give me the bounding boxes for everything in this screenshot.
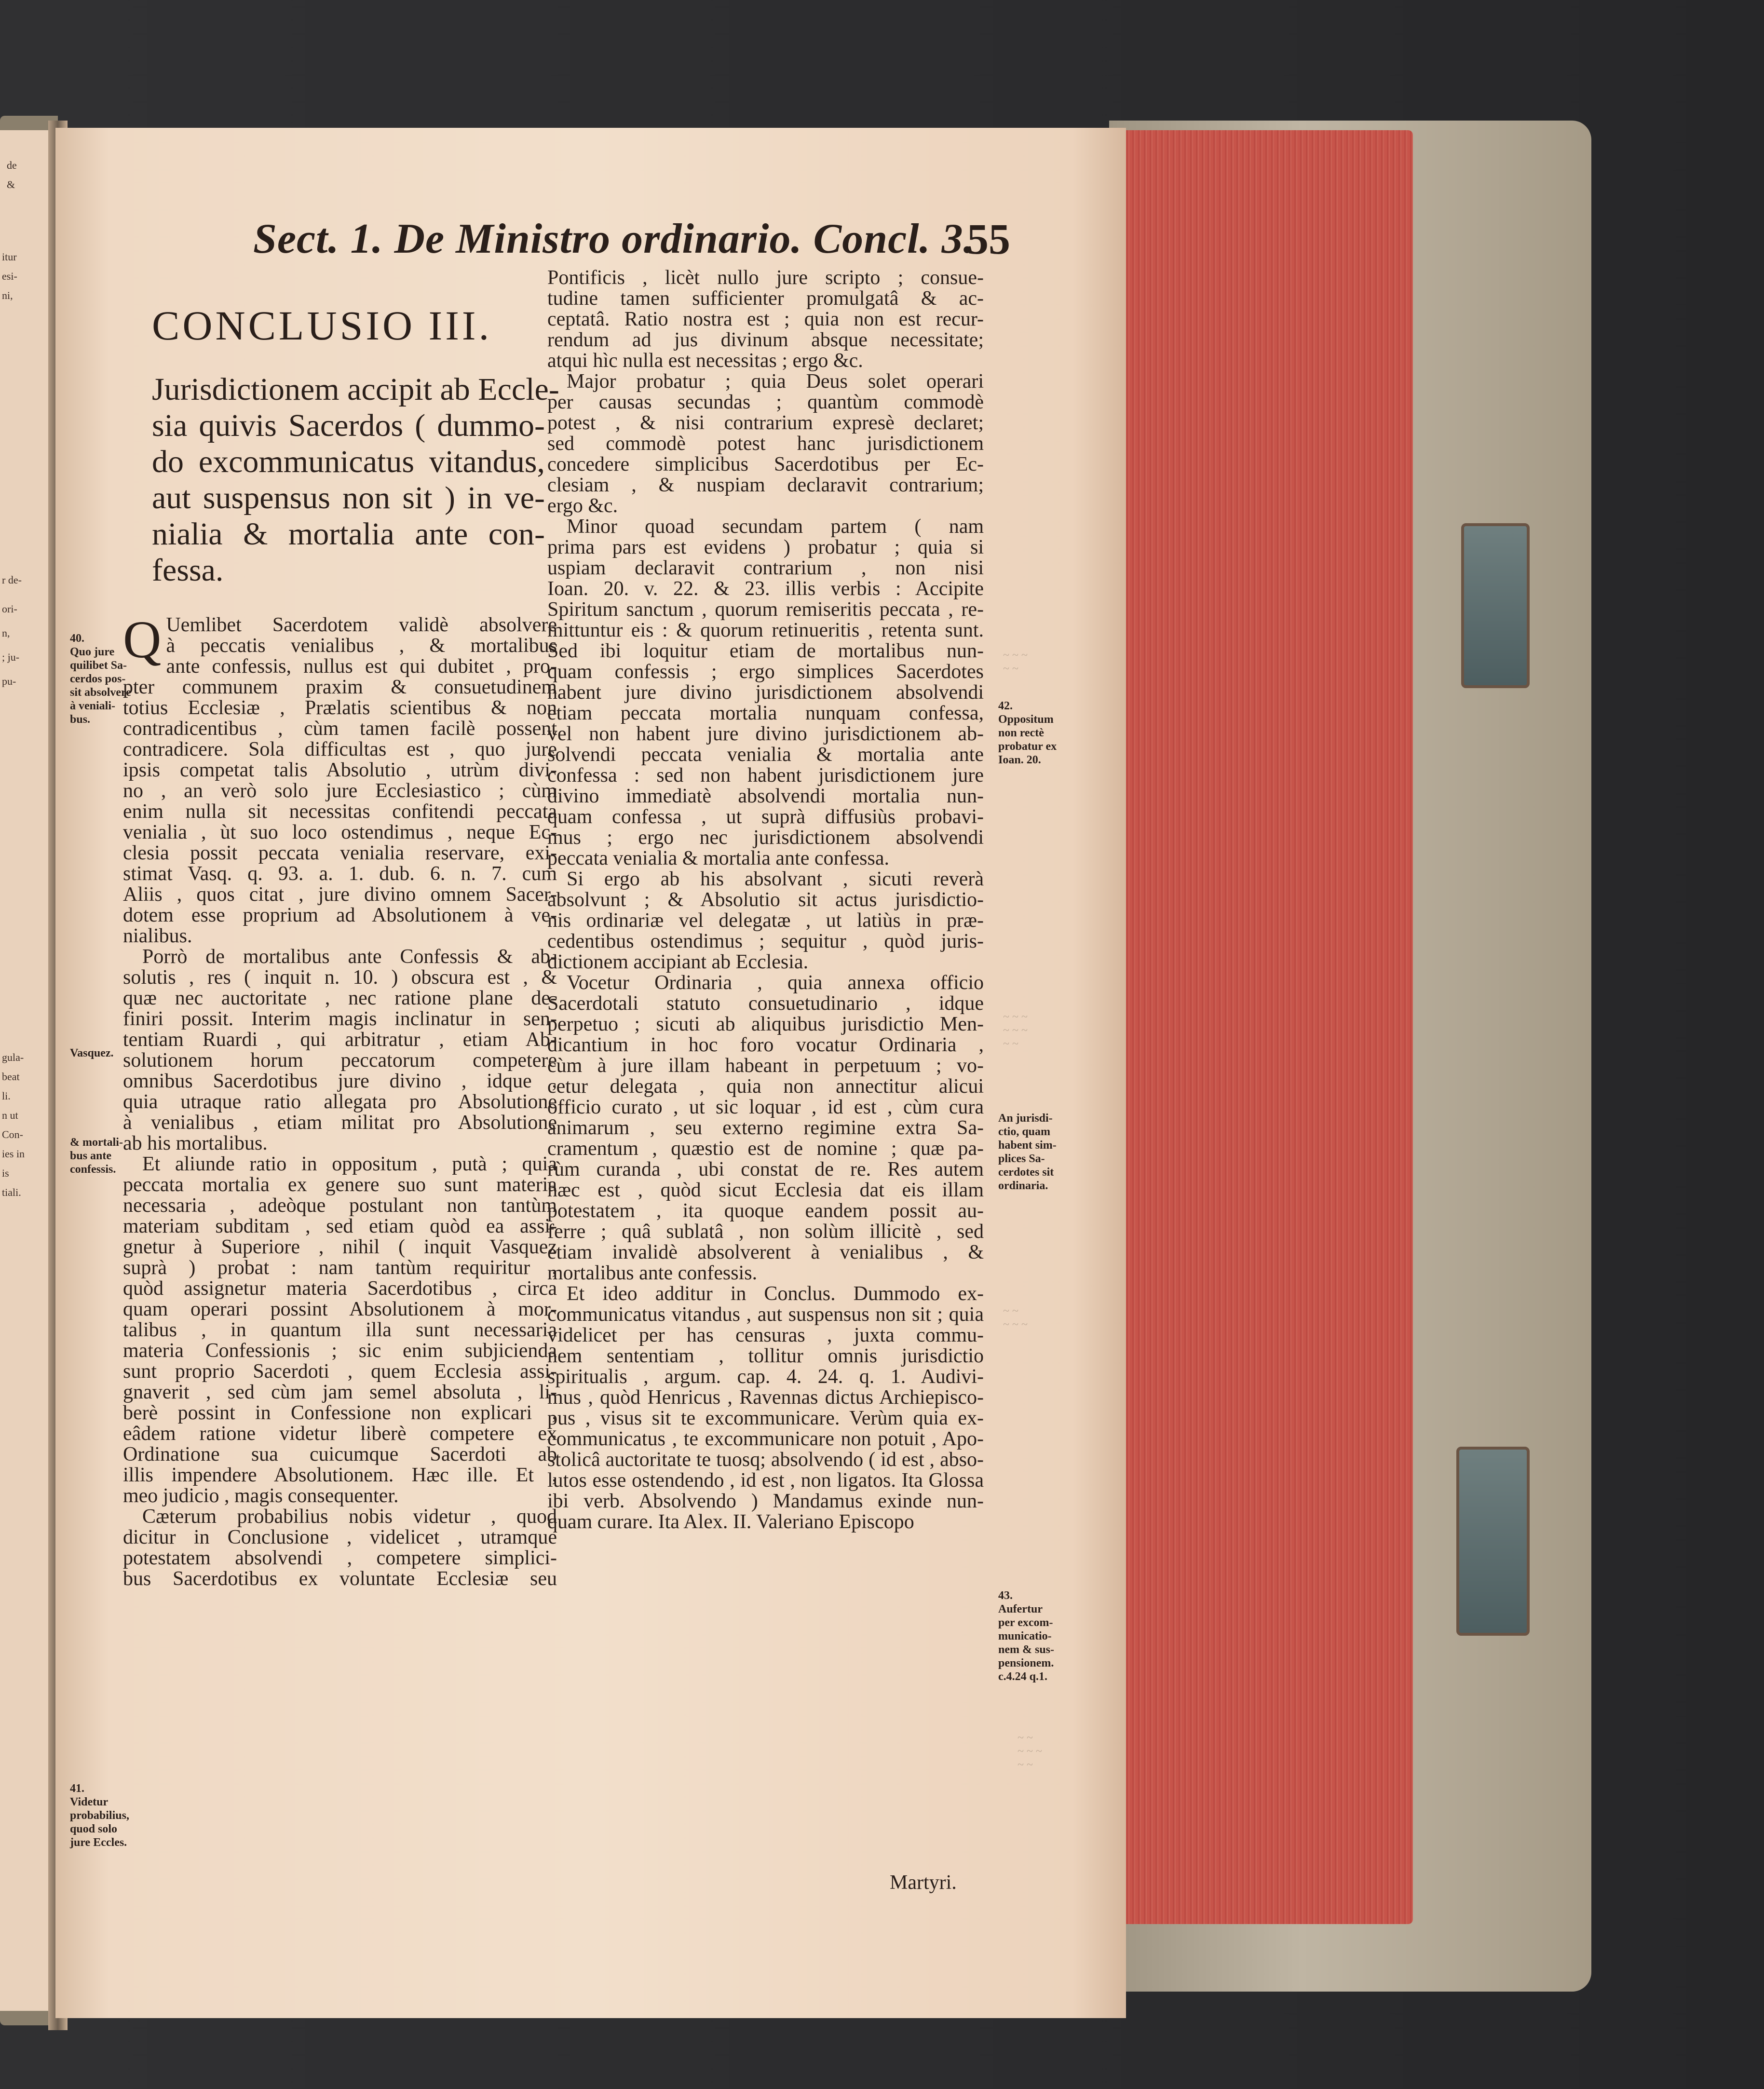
text-line: necessaria , adeòque postulant non tantùm <box>123 1194 557 1217</box>
thesis-line: Jurisdictionem accipit ab Eccle- <box>152 372 559 407</box>
thesis-line: sia quivis Sacerdos ( dummo- <box>152 408 545 443</box>
left-page-strip <box>0 130 53 2011</box>
text-line: dicantium in hoc foro vocatur Ordinaria , <box>547 1034 984 1056</box>
bleed-through-marks-4: ~ ~ ~ ~ ~ ~ ~ <box>1018 1732 1042 1771</box>
text-line: Porrò de mortalibus ante Confessis & ab- <box>142 946 557 968</box>
text-line: pter communem praxim & consuetudinem <box>123 676 557 698</box>
text-line: potestatem , ita quoque eandem possit au- <box>547 1200 984 1222</box>
left-page-fragment: ; ju- <box>2 651 20 663</box>
text-line: etiam invalidè absolverent à venialibus , & <box>547 1241 984 1263</box>
text-line: quam confessa , ut suprà diffusiùs probavi- <box>547 806 984 828</box>
marginal-note-line: probabilius, <box>70 1809 129 1822</box>
text-line: cedentibus ostendimus ; sequitur , quòd juris- <box>547 930 984 952</box>
text-line: contradicentibus , cùm tamen facilè possent <box>123 718 557 740</box>
left-page-fragment: esi- <box>2 270 17 282</box>
text-line: quia utraque ratio allegata pro Absolutione <box>123 1091 557 1113</box>
marginal-note-line: quod solo <box>70 1823 118 1835</box>
text-line: solutis , res ( inquit n. 10. ) obscura est , & <box>123 966 557 989</box>
text-line: quam confessis ; ergo simplices Sacerdotes <box>547 661 984 683</box>
marginal-note-line: An jurisdi- <box>998 1112 1053 1125</box>
text-line: quam curare. Ita Alex. II. Valeriano Episcopo <box>547 1511 914 1533</box>
marginal-note-line: quilibet Sa- <box>70 659 127 672</box>
marginal-note <box>70 1046 133 1060</box>
text-column-left <box>123 610 557 1590</box>
text-line: ergo &c. <box>547 495 618 517</box>
text-line: communicatus vitandus , aut suspensus non sit ; quia <box>547 1303 984 1326</box>
text-line: Ioan. 20. v. 22. & 23. illis verbis : Accipite <box>547 578 984 600</box>
text-line: nem sententiam , tollitur omnis jurisdictio <box>547 1345 984 1367</box>
marginal-note-line: jure Eccles. <box>70 1836 127 1849</box>
text-line: nialibus. <box>123 925 192 947</box>
marginal-note-line: Videtur <box>70 1796 109 1808</box>
text-line: peccata mortalia ex genere suo sunt materia <box>123 1174 557 1196</box>
left-page-fragment: tiali. <box>2 1186 21 1198</box>
marginal-note <box>70 1782 133 1849</box>
text-line: pus , visus sit te excommunicare. Verùm quia ex- <box>547 1407 984 1429</box>
text-line: à peccatis venialibus , & mortalibus <box>166 635 557 657</box>
marginal-note-line: non rectè <box>998 727 1044 739</box>
text-line: tentiam Ruardi , qui arbitratur , etiam Ab- <box>123 1029 557 1051</box>
marginal-note-line: 43. <box>998 1589 1013 1602</box>
text-line: finiri possit. Interim magis inclinatur in sen- <box>123 1008 557 1030</box>
marginal-note <box>998 1112 1114 1193</box>
marginal-note <box>70 1136 133 1176</box>
page-number: 55 <box>967 216 1010 263</box>
text-line: dictionem accipiant ab Ecclesia. <box>547 951 809 973</box>
text-line: habent jure divino jurisdictionem absolvendi <box>547 681 984 704</box>
text-line: Ordinatione sua cuicumque Sacerdoti ab <box>123 1443 557 1465</box>
marginal-note <box>70 632 133 726</box>
marginal-note-line: plices Sa- <box>998 1153 1045 1165</box>
text-line: atqui hìc nulla est necessitas ; ergo &c. <box>547 350 863 372</box>
marginal-note-line: ordinaria. <box>998 1180 1048 1192</box>
text-line: no , an verò solo jure Ecclesiastico ; cùm <box>123 780 557 802</box>
text-line: Uemlibet Sacerdotem validè absolvere <box>166 614 557 636</box>
text-line: Aliis , quos citat , jure divino omnem Sacer- <box>123 883 557 906</box>
left-page-fragment: li. <box>2 1090 11 1102</box>
text-line: absolvunt ; & Absolutio sit actus jurisdictio- <box>547 889 984 911</box>
text-line: à venialibus , etiam militat pro Absolutione <box>123 1112 557 1134</box>
lower-clasp <box>1456 1447 1530 1636</box>
text-line: gnaverit , sed cùm jam semel absoluta , li- <box>123 1381 557 1403</box>
left-page-fragment: & <box>7 178 15 190</box>
marginal-note-line: pensionem. <box>998 1657 1054 1669</box>
text-line: ipsis competat talis Absolutio , utrùm divi- <box>123 759 557 781</box>
text-line: ceptatâ. Ratio nostra est ; quia non est recur- <box>547 308 984 330</box>
text-line: illis impendere Absolutionem. Hæc ille. Et , <box>123 1464 557 1486</box>
text-line: tudine tamen sufficienter promulgatâ & ac- <box>547 287 984 310</box>
upper-clasp <box>1461 523 1530 688</box>
page-header <box>195 215 1015 272</box>
text-line: confessa : sed non habent jurisdictionem jure <box>547 764 984 787</box>
text-line: ante confessis, nullus est qui dubitet , pro- <box>166 655 557 678</box>
text-line: solvendi peccata venialia & mortalia ante <box>547 744 984 766</box>
text-line: materiam subditam , sed etiam quòd ea assi- <box>123 1215 557 1237</box>
marginal-note <box>998 1589 1114 1683</box>
text-line: stimat Vasq. q. 93. a. 1. dub. 6. n. 7. cum <box>123 863 557 885</box>
text-line: cramentum , quæstio est de nomine ; quæ pa- <box>547 1138 984 1160</box>
text-line: stolicâ auctoritate te tuosq; absolvendo ( id est , abso- <box>547 1449 984 1471</box>
running-head: Sect. 1. De Ministro ordinario. Concl. 3. <box>253 216 975 262</box>
marginal-note-line: c.4.24 q.1. <box>998 1670 1047 1683</box>
text-line: meo judicio , magis consequenter. <box>123 1485 399 1507</box>
marginal-note-line: Aufertur <box>998 1603 1043 1615</box>
text-line: officio curato , ut sic loquar , id est , cùm cura <box>547 1096 984 1118</box>
marginal-note-line: 41. <box>70 1782 84 1795</box>
text-line: Minor quoad secundam partem ( nam <box>567 515 984 538</box>
text-line: eâdem ratione videtur liberè competere ex <box>123 1423 557 1445</box>
text-line: Spiritum sanctum , quorum remiseritis peccata , re- <box>547 598 984 621</box>
text-line: perpetuo ; sicuti ab aliquibus jurisdictio Men- <box>547 1013 984 1035</box>
text-line: divino immediatè absolvendi mortalia nun- <box>547 785 984 807</box>
text-line: peccata venialia & mortalia ante confessa. <box>547 847 889 869</box>
text-line: ab his mortalibus. <box>123 1132 268 1154</box>
bleed-through-marks-2: ~ ~ ~ ~ ~ ~ ~ ~ <box>1003 1011 1028 1050</box>
conclusion-heading: CONCLUSIO III. <box>152 302 492 349</box>
text-line: dicitur in Conclusione , videlicet , utramque <box>123 1526 557 1548</box>
left-page-fragment: n ut <box>2 1109 18 1121</box>
text-line: concedere simplicibus Sacerdotibus per Ec- <box>547 453 984 475</box>
text-line: etiam peccata mortalia nunquam confessa, <box>547 702 984 724</box>
text-line: suprà ) probat : nam tantùm requiritur , <box>123 1257 557 1279</box>
text-line: solutionem horum peccatorum competere <box>123 1049 557 1072</box>
conclusion-thesis <box>152 371 559 588</box>
text-line: mus ; ergo nec jurisdictionem absolvendi <box>547 827 984 849</box>
marginal-note <box>998 699 1114 767</box>
text-line: mittuntur eis : & quorum retinueritis , retenta sunt. <box>547 619 984 641</box>
text-line: enim nulla sit necessitas confitendi peccata <box>123 800 557 823</box>
marginal-note-line: cerdos pos- <box>70 673 126 685</box>
text-line: Pontificis , licèt nullo jure scripto ; consue- <box>547 267 984 289</box>
text-line: quòd assignetur materia Sacerdotibus , circa <box>123 1277 557 1300</box>
text-line: dotem esse proprium ad Absolutionem à ve- <box>123 904 557 926</box>
text-line: cetur delegata , quia non annectitur alicui <box>547 1075 984 1098</box>
text-line: bus Sacerdotibus ex voluntate Ecclesiæ seu <box>123 1568 557 1590</box>
marginal-note-line: & mortali- <box>70 1136 123 1149</box>
text-line: uspiam declaravit contrarium , non nisi <box>547 557 984 579</box>
text-line: berè possint in Confessione non explicari , <box>123 1402 557 1424</box>
text-line: contradicere. Sola difficultas est , quo jure <box>123 738 557 760</box>
marginal-note-line: municatio- <box>998 1630 1052 1642</box>
text-line: cùm à jure illam habeant in perpetuum ; vo- <box>547 1055 984 1077</box>
marginal-note-line: 42. <box>998 700 1013 712</box>
red-page-edges <box>1124 130 1413 1924</box>
thesis-line: aut suspensus non sit ) in ve- <box>152 480 545 515</box>
text-line: materia Confessionis ; sic enim subjicienda <box>123 1340 557 1362</box>
left-page-fragment: itur <box>2 251 17 263</box>
bleed-through-marks-3: ~ ~ ~ ~ ~ <box>1003 1305 1028 1331</box>
text-line: lutos esse ostendendo , id est , non ligatos. Ita Glossa <box>547 1469 984 1492</box>
text-line: prima pars est evidens ) probatur ; quia si <box>547 536 984 558</box>
text-line: potest , & nisi contrarium expresè declaret; <box>547 412 984 434</box>
marginal-note-line: sit absolvere <box>70 686 131 699</box>
marginal-note-line: cerdotes sit <box>998 1166 1054 1179</box>
text-line: ibi verb. Absolvendo ) Mandamus exinde nun- <box>547 1490 984 1512</box>
text-line: totius Ecclesiæ , Prælatis scientibus & non <box>123 697 557 719</box>
marginal-note-line: Oppositum <box>998 713 1054 726</box>
text-line: Sed ibi loquitur etiam de mortalibus nun- <box>547 640 984 662</box>
thesis-line: do excommunicatus vitandus, <box>152 444 545 479</box>
left-page-fragment: pu- <box>2 675 16 687</box>
text-line: potestatem absolvendi , competere simplici- <box>123 1547 557 1569</box>
left-page-fragment: n, <box>2 627 10 639</box>
left-page-fragment: is <box>2 1167 9 1179</box>
marginal-note-line: habent sim- <box>998 1139 1057 1152</box>
catchword: Martyri. <box>890 1872 957 1894</box>
text-line: ferre ; quâ sublatâ , non solùm illicitè , sed <box>547 1221 984 1243</box>
text-line: hæc est , quòd sicut Ecclesia dat eis illam <box>547 1179 984 1201</box>
marginal-note-line: à veniali- <box>70 700 115 712</box>
text-line: sunt proprio Sacerdoti , quem Ecclesia assi- <box>123 1360 557 1383</box>
text-line: mortalibus ante confessis. <box>547 1262 758 1284</box>
marginal-note-line: Vasquez. <box>70 1047 114 1059</box>
marginal-note-line: 40. <box>70 632 84 645</box>
marginal-note-line: bus. <box>70 713 91 726</box>
marginal-note-line: Ioan. 20. <box>998 754 1041 766</box>
book-page <box>55 128 1126 2018</box>
text-line: clesia possit peccata venialia reservare, exi- <box>123 842 557 864</box>
left-page-fragment: de <box>7 159 17 171</box>
left-page-fragment: ni, <box>2 289 13 301</box>
text-line: omnibus Sacerdotibus jure divino , idque , <box>123 1070 557 1092</box>
left-page-fragment: ori- <box>2 603 17 615</box>
marginal-note-line: probatur ex <box>998 740 1057 753</box>
text-line: Vocetur Ordinaria , quia annexa officio <box>567 972 984 994</box>
thesis-line: nialia & mortalia ante con- <box>152 516 545 552</box>
marginal-note-line: per excom- <box>998 1616 1053 1629</box>
text-line: animarum , seu externo regimine extra Sa- <box>547 1117 984 1139</box>
left-page-fragment: gula- <box>2 1051 24 1063</box>
thesis-line: fessa. <box>152 553 224 588</box>
text-line: Major probatur ; quia Deus solet operari <box>567 370 984 393</box>
bleed-through-marks: ~ ~ ~ ~ ~ <box>1003 649 1028 675</box>
text-line: nis ordinariæ vel delegatæ , ut latiùs in præ- <box>547 909 984 932</box>
text-line: quæ nec auctoritate , nec ratione plane de- <box>123 987 557 1009</box>
text-line: Et ideo additur in Conclus. Dummodo ex- <box>567 1283 984 1305</box>
marginal-note-line: ctio, quam <box>998 1126 1050 1138</box>
text-line: Et aliunde ratio in oppositum , putà ; quia <box>142 1153 557 1175</box>
marginal-note-line: bus ante <box>70 1150 112 1162</box>
text-line: Cæterum probabilius nobis videtur , quod <box>142 1506 557 1528</box>
text-line: talibus , in quantum illa sunt necessaria <box>123 1319 557 1341</box>
text-line: videlicet per has censuras , juxta commu- <box>547 1324 984 1346</box>
text-line: quam operari possint Absolutionem à mor- <box>123 1298 557 1320</box>
text-line: vel non habent jure divino jurisdictionem ab- <box>547 723 984 745</box>
left-page-fragment: beat <box>2 1071 20 1083</box>
text-line: gnetur à Superiore , nihil ( inquit Vasquez <box>123 1236 557 1258</box>
marginal-note-line: confessis. <box>70 1163 116 1176</box>
text-line: communicatus , te excommunicare non potuit , Apo- <box>547 1428 984 1450</box>
text-line: Si ergo ab his absolvant , sicuti reverà <box>567 868 984 890</box>
text-line: rendum ad jus divinum absque necessitate; <box>547 329 984 351</box>
drop-cap: Q <box>123 610 162 669</box>
text-line: Sacerdotali statuto consuetudinario , idque <box>547 992 984 1015</box>
left-page-fragment: ies in <box>2 1148 25 1160</box>
text-line: venialia , ùt suo loco ostendimus , neque Ec- <box>123 821 557 843</box>
text-line: per causas secundas ; quantùm commodè <box>547 391 984 413</box>
left-page-fragment: r de- <box>2 574 22 586</box>
text-line: clesiam , & nuspiam declaravit contrarium; <box>547 474 984 496</box>
text-line: rùm curanda , ubi constat de re. Res autem <box>547 1158 984 1180</box>
left-page-fragment: Con- <box>2 1128 23 1140</box>
text-line: mus , quòd Henricus , Ravennas dictus Archiepisco- <box>547 1386 984 1409</box>
text-line: sed commodè potest hanc jurisdictionem <box>547 433 984 455</box>
text-column-right <box>547 268 984 1533</box>
marginal-note-line: Quo jure <box>70 646 115 658</box>
text-line: spiritualis , argum. cap. 4. 24. q. 1. Audivi- <box>547 1366 984 1388</box>
marginal-note-line: nem & sus- <box>998 1643 1055 1656</box>
